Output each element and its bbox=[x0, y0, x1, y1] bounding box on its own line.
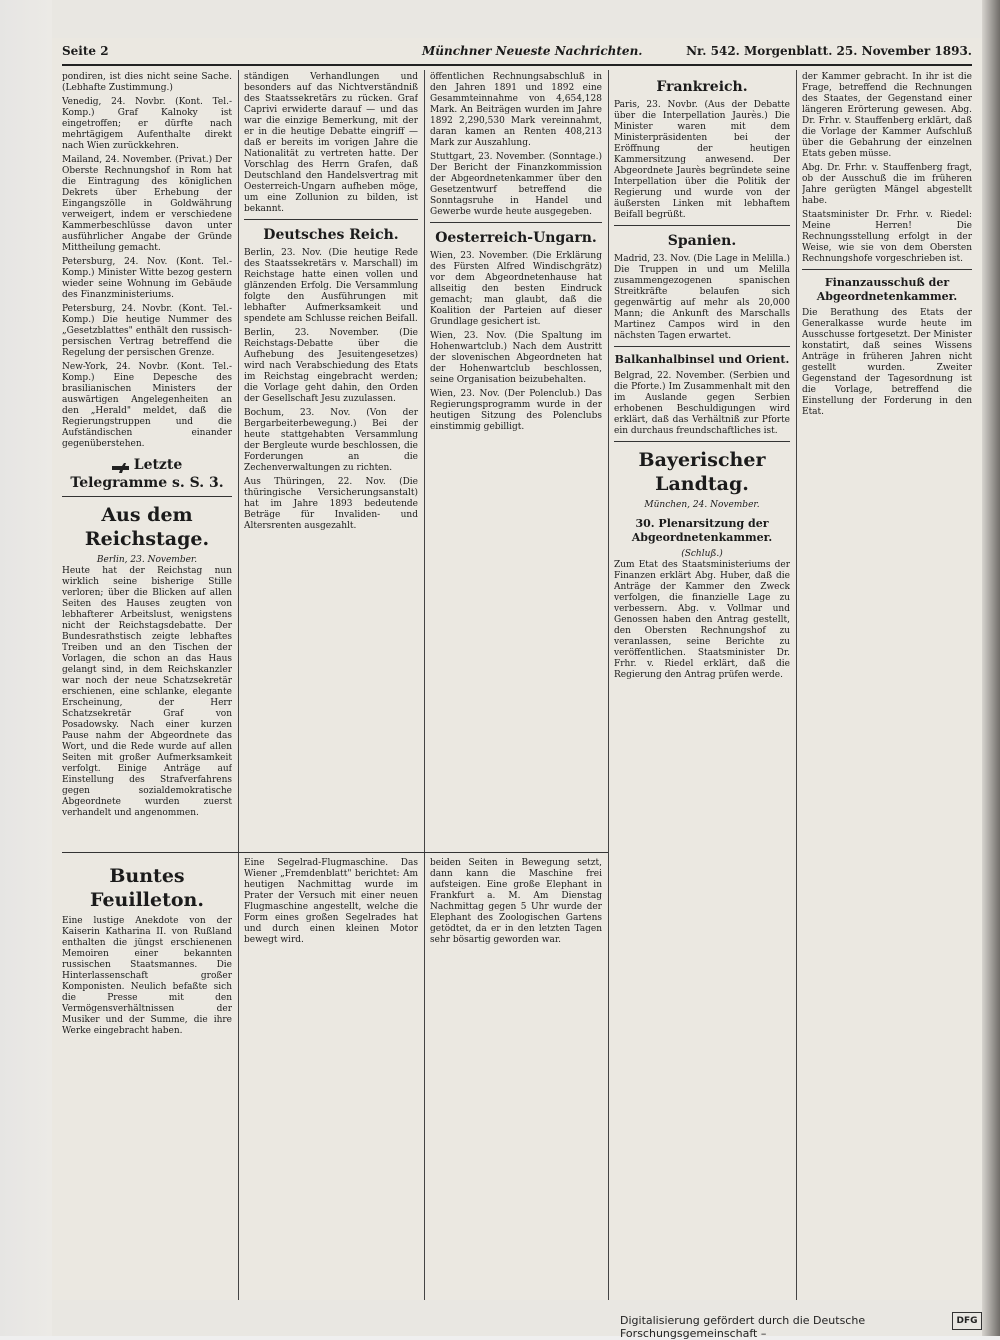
body-text: der Kammer gebracht. In ihr ist die Frage, betreffend die Rechnungen des Staates, der Gegenstand einer längeren Erörterung gewesen. Abg. Dr. Frhr. v. Stauffenberg erklärt, daß die Vorlage der Kammer Aufschluß über die Gebahrung der einzelnen Etats geben müsse. bbox=[802, 72, 972, 159]
section-heading: Balkanhalbinsel und Orient. bbox=[614, 353, 790, 366]
continuation-note: (Schluß.) bbox=[681, 549, 723, 559]
news-item: Mailand, 24. November. (Privat.) Der Oberste Rechnungshof in Rom hat die Eintragung des königlichen Dekrets über Erhebung der Eingangszölle in Goldwährung verweigert, indem er verschiedene Kammerbeschlüsse davon unter ausführlicher Angabe der Gründe Mittheilung gemacht. bbox=[62, 155, 232, 253]
feuilleton-column-1 bbox=[62, 858, 232, 1298]
body-text: Eine Segelrad-Flugmaschine. Das Wiener „Fremdenblatt" berichtet: Am heutigen Nachmittag wurde im Prater der Versuch mit einer neuen Flugmaschine angestellt, welche die Form eines großen Segelrades hat und durch einen kleinen Motor bewegt wird. bbox=[244, 858, 418, 945]
divider bbox=[244, 219, 418, 220]
scan-edge bbox=[982, 0, 1000, 1336]
news-item: Petersburg, 24. Novbr. (Kont. Tel.-Komp.) Die heutige Nummer des „Gesetzblattes" enthält den russisch-persischen Vertrag betreffend die Regelung der persischen Grenze. bbox=[62, 304, 232, 358]
column-1 bbox=[62, 72, 232, 844]
column-4 bbox=[614, 72, 790, 1302]
page-number: Seite 2 bbox=[62, 44, 109, 58]
footer-credit bbox=[620, 1312, 982, 1340]
section-heading: Finanzausschuß der Abgeordnetenkammer. bbox=[816, 276, 958, 303]
news-item: Belgrad, 22. November. (Serbien und die Pforte.) Im Zusammenhalt mit den im Auslande gegen Serbien erhobenen Beschuldigungen wird erklärt, daß das Verhältniß zur Pforte ein durchaus freundschaftliches ist. bbox=[614, 371, 790, 436]
telegram-heading: Letzte Telegramme s. S. 3. bbox=[70, 457, 224, 491]
pointing-hand-icon bbox=[112, 460, 130, 470]
body-text: Die Berathung des Etats der Generalkasse wurde heute im Ausschusse fortgesetzt. Der Minister konstatirt, daß seines Wissens Anträge in früheren Jahren nicht gestellt wurden. Zweiter Gegenstand der Tagesordnung ist die Vorlage, betreffend die Einstellung der Forderung in den Etat. bbox=[802, 308, 972, 417]
column-3 bbox=[430, 72, 602, 844]
feuilleton-column-2 bbox=[244, 858, 418, 1298]
divider bbox=[802, 269, 972, 270]
column-rule bbox=[238, 70, 239, 1300]
section-heading: Frankreich. bbox=[656, 79, 748, 95]
body-text: beiden Seiten in Bewegung setzt, dann kann die Maschine frei aufsteigen. Eine große Elephant in Frankfurt a. M. Am Dienstag Nachmittag gegen 5 Uhr wurde der Elephant des Zoologischen Gartens getödtet, da er in den letzten Tagen sehr bösartig geworden war. bbox=[430, 858, 602, 945]
section-heading: Bayerischer Landtag. bbox=[638, 449, 766, 495]
feuilleton-heading: Buntes Feuilleton. bbox=[90, 865, 204, 911]
column-rule bbox=[608, 70, 609, 1300]
section-heading: Aus dem Reichstage. bbox=[84, 504, 210, 550]
column-rule bbox=[424, 70, 425, 1300]
body-text: öffentlichen Rechnungsabschluß in den Jahren 1891 und 1892 eine Gesammteinnahme von 4,654,128 Mark. An Beiträgen wurden im Jahre 1892 2,290,530 Mark vereinnahmt, daran kamen an Renten 408,213 Mark zur Auszahlung. bbox=[430, 72, 602, 148]
divider bbox=[614, 225, 790, 226]
body-text: Heute hat der Reichstag nun wirklich seine bisherige Stille verloren; über die Blicken auf allen Seiten des Hauses zeugten von lebhafterer Arbeitslust, wenigstens nicht der Reichstagsdebatte. Der Bundesrathstisch zeigte lebhaftes Treiben und an den Tischen der Vorlagen, die schon an das Haus gelangt sind, in dem Reichskanzler war noch der neue Schatzsekretär erschienen, eine schlanke, elegante Erscheinung, der Herr Schatzsekretär Graf von Posadowsky. Nach einer kurzen Pause nahm der Abgeordnete das Wort, und die Rede wurde auf allen Seiten mit großer Aufmerksamkeit verfolgt. Einige Anträge auf Einstellung des Strafverfahrens gegen sozialdemokratische Abgeordnete wurden zuerst verhandelt und angenommen. bbox=[62, 566, 232, 818]
body-text: Zum Etat des Staatsministeriums der Finanzen erklärt Abg. Huber, daß die Anträge der Kammer den Zweck verfolgen, die finanzielle Lage zu verbessern. Abg. v. Vollmar und Genossen haben den Antrag gestellt, den Obersten Rechnungshof zu veranlassen, seine Berichte zu veröffentlichen. Staatsminister Dr. Frhr. v. Riedel erklärt, daß die Regierung den Antrag prüfen werde. bbox=[614, 560, 790, 680]
section-subheading: 30. Plenarsitzung der Abgeordnetenkammer. bbox=[631, 517, 773, 544]
dateline: München, 24. November. bbox=[644, 500, 760, 510]
news-item: Venedig, 24. Novbr. (Kont. Tel.-Komp.) Graf Kalnoky ist eingetroffen; er dürfte nach mehrtägigem Aufenthalte direkt nach Wien zurückkehren. bbox=[62, 97, 232, 151]
newspaper-title: Münchner Neueste Nachrichten. bbox=[422, 44, 643, 58]
divider bbox=[614, 346, 790, 347]
dateline: Berlin, 23. November. bbox=[96, 555, 198, 565]
dfg-logo: DFG bbox=[952, 1312, 982, 1330]
section-heading: Oesterreich-Ungarn. bbox=[435, 230, 597, 246]
column-rule bbox=[796, 70, 797, 1300]
body-text: ständigen Verhandlungen und besonders auf das Nichtverständniß des Staatssekretärs zu rücken. Graf Caprivi erwiderte darauf — und das war die einzige Bemerkung, mit der er in die heutige Debatte eingriff — daß er bereits im vorigen Jahre die Nationalität zu vertreten hatte. Der Vorschlag des Herrn Grafen, daß Deutschland den Handelsvertrag mit Oesterreich-Ungarn aufheben möge, um eine Zollunion zu bilden, ist bekannt. bbox=[244, 72, 418, 214]
news-item: Berlin, 23. Nov. (Die heutige Rede des Staatssekretärs v. Marschall) im Reichstage hatte einen vollen und glänzenden Erfolg. Die Versammlung folgte den Ausführungen mit lebhafter Aufmerksamkeit und spendete am Schlusse reichen Beifall. bbox=[244, 248, 418, 324]
intro-text: pondiren, ist dies nicht seine Sache. (Lebhafte Zustimmung.) bbox=[62, 72, 232, 93]
news-item: New-York, 24. Novbr. (Kont. Tel.-Komp.) Eine Depesche des brasilianischen Ministers der auswärtigen Angelegenheiten an den „Herald" meldet, daß die Regierungstruppen und die Aufständischen einander gegenüberstehen. bbox=[62, 362, 232, 449]
news-item: Wien, 23. Nov. (Der Polenclub.) Das Regierungsprogramm wurde in der heutigen Sitzung des Polenclubs einstimmig gebilligt. bbox=[430, 389, 602, 432]
page-header bbox=[62, 42, 972, 66]
feuilleton-column-3 bbox=[430, 858, 602, 1298]
divider bbox=[430, 222, 602, 223]
section-heading: Deutsches Reich. bbox=[263, 227, 399, 243]
news-item: Petersburg, 24. Nov. (Kont. Tel.-Komp.) Minister Witte bezog gestern wieder seine Wohnung im Gebäude des Finanzministeriums. bbox=[62, 257, 232, 300]
news-item: Madrid, 23. Nov. (Die Lage in Melilla.) Die Truppen in und um Melilla zusammengezogenen spanischen Streitkräfte belaufen sich gegenwärtig auf mehr als 20,000 Mann; die Ankunft des Marschalls Martinez Campos wird in den nächsten Tagen erwartet. bbox=[614, 254, 790, 341]
section-heading: Spanien. bbox=[667, 233, 737, 249]
news-item: Abg. Dr. Frhr. v. Stauffenberg fragt, ob der Ausschuß die im früheren Jahre gerügten Mängel abgestellt habe. bbox=[802, 163, 972, 206]
feuilleton-rule bbox=[62, 852, 608, 853]
news-item: Stuttgart, 23. November. (Sonntage.) Der Bericht der Finanzkommission der Abgeordnetenkammer über den Gesetzentwurf betreffend die Sonntagsruhe in Handel und Gewerbe wurde heute ausgegeben. bbox=[430, 152, 602, 217]
news-item: Wien, 23. November. (Die Erklärung des Fürsten Alfred Windischgrätz) vor dem Abgeordnetenhause hat allseitig den besten Eindruck gemacht; man glaubt, daß die Koalition der Parteien auf dieser Grundlage gesichert ist. bbox=[430, 251, 602, 327]
body-text: Eine lustige Anekdote von der Kaiserin Katharina II. von Rußland enthalten die jüngst erschienenen Memoiren einer bekannten russischen Staatsmannes. Die Hinterlassenschaft großer Komponisten. Neulich befaßte sich die Presse mit den Vermögensverhältnissen der Musiker und der Summe, die ihre Werke eingebracht haben. bbox=[62, 916, 232, 1036]
news-item: Berlin, 23. November. (Die Reichstags-Debatte über die Aufhebung des Jesuitengesetzes) wird nach Verabschiedung des Etats im Reichstag eingebracht werden; die Vorlage geht dahin, den Orden der Gesellschaft Jesu zuzulassen. bbox=[244, 328, 418, 404]
news-item: Staatsminister Dr. Frhr. v. Riedel: Meine Herren! Die Rechnungsstellung erfolgt in der Weise, wie sie von dem Obersten Rechnungshofe vorgeschrieben ist. bbox=[802, 210, 972, 264]
divider bbox=[614, 441, 790, 442]
scan-gutter bbox=[0, 0, 52, 1336]
funding-note: Digitalisierung gefördert durch die Deutsche Forschungsgemeinschaft – bbox=[620, 1314, 866, 1340]
news-item: Aus Thüringen, 22. Nov. (Die thüringische Versicherungsanstalt) hat im Jahre 1893 bedeutende Beträge für Invaliden- und Altersrenten ausgezahlt. bbox=[244, 477, 418, 531]
news-item: Paris, 23. Novbr. (Aus der Debatte über die Interpellation Jaurès.) Die Minister waren mit dem Ministerpräsidenten bei der Eröffnung der heutigen Kammersitzung anwesend. Der Abgeordnete Jaurès begründete seine Interpellation über die Politik der Regierung und wurde von der äußersten Linken mit lebhaftem Beifall begrüßt. bbox=[614, 100, 790, 220]
news-item: Wien, 23. Nov. (Die Spaltung im Hohenwartclub.) Nach dem Austritt der slovenischen Abgeordneten hat der Hohenwartclub beschlossen, seine Organisation beizubehalten. bbox=[430, 331, 602, 385]
column-2 bbox=[244, 72, 418, 844]
news-item: Bochum, 23. Nov. (Von der Bergarbeiterbewegung.) Bei der heute stattgehabten Versammlung der Bergleute wurde beschlossen, die Forderungen an die Zechenverwaltungen zu richten. bbox=[244, 408, 418, 473]
divider bbox=[62, 496, 232, 497]
column-5 bbox=[802, 72, 972, 1302]
issue-info: Nr. 542. Morgenblatt. 25. November 1893. bbox=[686, 44, 972, 58]
